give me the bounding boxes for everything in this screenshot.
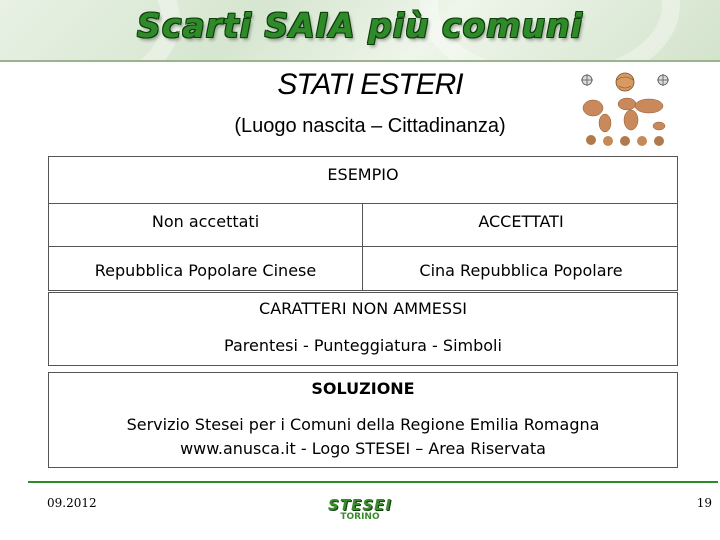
solution-text-line: Servizio Stesei per i Comuni della Regione Emilia Romagna [126,415,600,434]
example-box [48,156,678,204]
section-subtitle: (Luogo nascita – Cittadinanza) [234,115,506,137]
characters-title: CARATTERI NON AMMESSI [259,299,467,318]
header-band [0,0,720,62]
logo-main-text: STESEI [328,496,392,514]
stesei-logo [322,496,398,522]
slide-title: Scarti SAIA più comuni [137,6,583,45]
table-divider [49,246,677,247]
solution-title: SOLUZIONE [311,379,415,398]
example-table [48,203,678,291]
globe-icon [616,73,634,91]
solution-box [48,372,678,468]
page-number: 19 [696,496,712,510]
not-accepted-header: Non accettati [151,212,260,231]
characters-text: Parentesi - Punteggiatura - Simboli [224,336,502,355]
accepted-header: ACCETTATI [478,212,564,231]
footer-date: 09.2012 [47,496,97,510]
world-map-globes-icon [575,68,675,150]
solution-text-line: www.anusca.it - Logo STESEI – Area Riservata [180,439,546,458]
footer-divider [28,481,718,483]
accepted-value: Cina Repubblica Popolare [419,261,623,280]
logo-sub-text: TORINO [340,512,380,522]
section-title: STATI ESTERI [277,68,463,101]
not-accepted-value: Repubblica Popolare Cinese [94,261,317,280]
characters-box [48,292,678,366]
example-label: ESEMPIO [327,165,399,184]
